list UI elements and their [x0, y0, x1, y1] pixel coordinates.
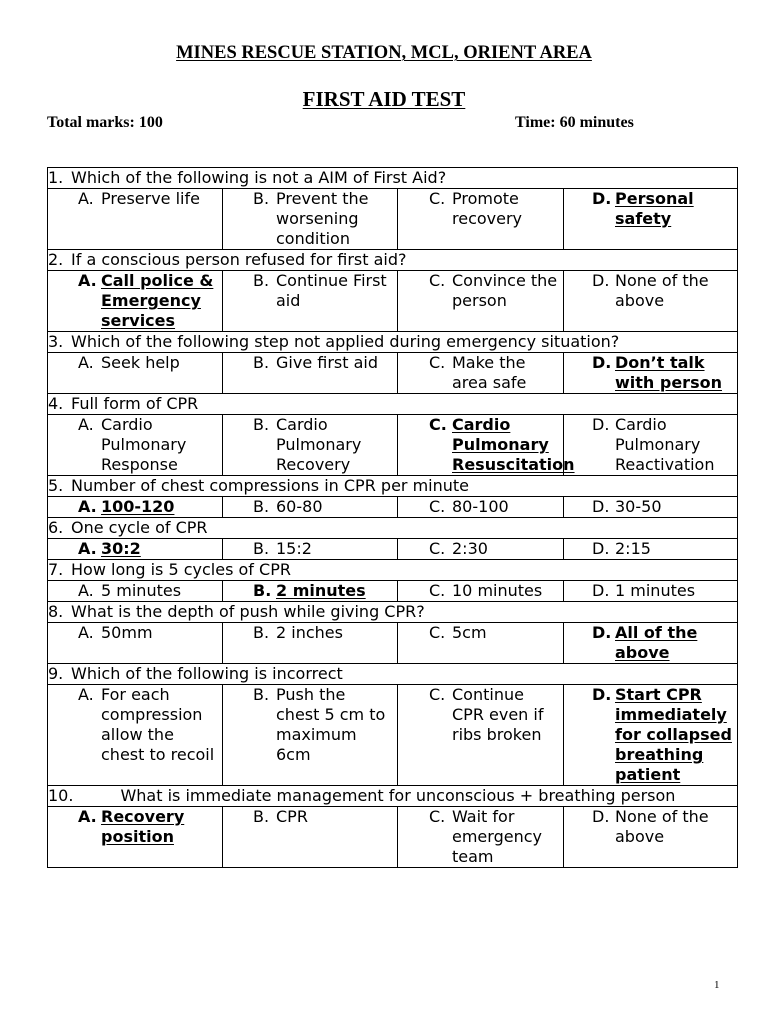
option-text: Call police & Emergency services — [101, 271, 214, 330]
question-number: 6. — [48, 518, 64, 537]
option-text: Convince the person — [452, 271, 558, 310]
question-cell — [48, 332, 738, 353]
correct-answer-option — [564, 189, 737, 229]
option-text: Start CPR immediately for collapsed breathing patient — [615, 685, 732, 784]
option-letter: B. — [253, 807, 270, 826]
question-table — [47, 167, 738, 868]
question-row — [48, 560, 738, 581]
answer-option — [398, 353, 563, 393]
options-row — [48, 539, 738, 560]
answer-option — [48, 581, 222, 601]
option-letter: C. — [429, 685, 446, 704]
option-letter: B. — [253, 189, 270, 208]
option-cell — [48, 539, 223, 560]
test-title: FIRST AID TEST — [302, 87, 466, 111]
answer-option — [564, 497, 737, 517]
option-letter: C. — [429, 415, 447, 434]
option-cell — [398, 685, 564, 786]
options-row — [48, 415, 738, 476]
answer-option — [398, 271, 563, 311]
options-row — [48, 271, 738, 332]
option-cell — [564, 581, 738, 602]
option-cell — [398, 353, 564, 394]
answer-option — [223, 415, 397, 475]
option-cell — [398, 807, 564, 868]
option-text: 60-80 — [276, 497, 323, 516]
question-text: Which of the following step not applied during emergency situation? — [71, 332, 620, 351]
option-cell — [223, 189, 398, 250]
option-text: 1 minutes — [615, 581, 696, 600]
answer-option — [398, 685, 563, 745]
option-letter: A. — [78, 581, 94, 600]
time-limit: Time: 60 minutes — [515, 114, 634, 131]
option-text: Recovery position — [101, 807, 185, 846]
option-letter: D. — [592, 415, 610, 434]
correct-answer-option — [48, 497, 222, 517]
option-text: Cardio Pulmonary Reactivation — [615, 415, 715, 474]
option-cell — [564, 807, 738, 868]
option-letter: A. — [78, 539, 97, 558]
question-cell — [48, 250, 738, 271]
organization-heading: MINES RESCUE STATION, MCL, ORIENT AREA — [176, 43, 592, 63]
option-letter: C. — [429, 807, 446, 826]
option-letter: A. — [78, 415, 94, 434]
question-row — [48, 786, 738, 807]
option-cell — [564, 271, 738, 332]
option-text: 10 minutes — [452, 581, 543, 600]
question-text: One cycle of CPR — [71, 518, 208, 537]
option-text: Promote recovery — [452, 189, 523, 228]
correct-answer-option — [564, 353, 737, 393]
option-letter: B. — [253, 415, 270, 434]
option-cell — [223, 807, 398, 868]
correct-answer-option — [223, 581, 397, 601]
answer-option — [398, 581, 563, 601]
option-cell — [398, 415, 575, 476]
correct-answer-option — [48, 807, 222, 847]
option-cell — [48, 581, 223, 602]
option-text: Wait for emergency team — [452, 807, 542, 866]
answer-option — [564, 415, 737, 475]
option-cell — [48, 415, 223, 476]
question-text: Which of the following is incorrect — [71, 664, 343, 683]
answer-option — [398, 189, 563, 229]
answer-option — [48, 415, 222, 475]
option-text: 5 minutes — [101, 581, 182, 600]
question-cell — [48, 518, 738, 539]
option-cell — [223, 271, 398, 332]
option-cell — [223, 623, 398, 664]
option-letter: C. — [429, 623, 446, 642]
option-letter: B. — [253, 497, 270, 516]
question-cell — [48, 786, 738, 807]
option-text: Cardio Pulmonary Resuscitation — [452, 415, 575, 474]
option-text: Give first aid — [276, 353, 378, 372]
option-letter: D. — [592, 539, 610, 558]
answer-option — [48, 189, 222, 209]
option-cell — [564, 415, 738, 476]
option-letter: D. — [592, 271, 610, 290]
option-text: Push the chest 5 cm to maximum 6cm — [276, 685, 386, 764]
option-letter: D. — [592, 581, 610, 600]
question-number: 5. — [48, 476, 64, 495]
option-text: For each compression allow the chest to recoil — [101, 685, 215, 764]
option-letter: A. — [78, 497, 97, 516]
option-text: Cardio Pulmonary Response — [101, 415, 187, 474]
option-letter: B. — [253, 623, 270, 642]
option-cell — [398, 497, 564, 518]
question-number: 1. — [48, 168, 64, 187]
question-number: 4. — [48, 394, 64, 413]
question-row — [48, 394, 738, 415]
question-row — [48, 664, 738, 685]
option-letter: B. — [253, 685, 270, 704]
option-letter: C. — [429, 271, 446, 290]
option-letter: C. — [429, 497, 446, 516]
question-cell — [48, 602, 738, 623]
option-text: Don’t talk with person — [615, 353, 722, 392]
option-text: 2:15 — [615, 539, 651, 558]
options-row — [48, 685, 738, 786]
option-letter: D. — [592, 353, 612, 372]
option-letter: B. — [253, 271, 270, 290]
option-cell — [223, 353, 398, 394]
option-cell — [223, 581, 398, 602]
question-text: How long is 5 cycles of CPR — [71, 560, 291, 579]
options-row — [48, 581, 738, 602]
option-letter: B. — [253, 353, 270, 372]
option-text: Prevent the worsening condition — [276, 189, 369, 248]
option-cell — [398, 581, 564, 602]
option-letter: B. — [253, 581, 272, 600]
options-row — [48, 497, 738, 518]
option-letter: D. — [592, 685, 612, 704]
answer-option — [48, 685, 222, 765]
question-row — [48, 168, 738, 189]
question-cell — [48, 168, 738, 189]
option-letter: A. — [78, 353, 94, 372]
question-text: What is the depth of push while giving CPR? — [71, 602, 425, 621]
option-cell — [398, 271, 564, 332]
option-text: 100-120 — [101, 497, 175, 516]
option-cell — [48, 685, 223, 786]
answer-option — [398, 497, 563, 517]
answer-option — [564, 807, 737, 847]
question-text: Full form of CPR — [71, 394, 199, 413]
page-number: 1 — [714, 979, 720, 991]
option-text: Preserve life — [101, 189, 200, 208]
option-cell — [564, 623, 738, 664]
question-cell — [48, 560, 738, 581]
option-text: 2 inches — [276, 623, 343, 642]
option-letter: A. — [78, 685, 94, 704]
option-letter: D. — [592, 623, 612, 642]
answer-option — [48, 623, 222, 643]
answer-option — [564, 539, 737, 559]
option-letter: A. — [78, 189, 94, 208]
option-text: 30:2 — [101, 539, 141, 558]
answer-option — [223, 189, 397, 249]
option-letter: D. — [592, 807, 610, 826]
question-number: 9. — [48, 664, 64, 683]
question-row — [48, 602, 738, 623]
option-text: 5cm — [452, 623, 487, 642]
option-letter: D. — [592, 189, 612, 208]
question-text: Number of chest compressions in CPR per minute — [71, 476, 469, 495]
option-cell — [223, 539, 398, 560]
option-letter: A. — [78, 807, 97, 826]
question-number: 3. — [48, 332, 64, 351]
answer-option — [223, 685, 397, 765]
answer-option — [564, 581, 737, 601]
question-number: 2. — [48, 250, 64, 269]
option-cell — [223, 415, 398, 476]
correct-answer-option — [48, 539, 222, 559]
question-number: 8. — [48, 602, 64, 621]
option-letter: D. — [592, 497, 610, 516]
option-cell — [398, 539, 564, 560]
option-cell — [223, 497, 398, 518]
correct-answer-option — [564, 623, 737, 663]
question-cell — [48, 664, 738, 685]
option-cell — [48, 497, 223, 518]
option-cell — [48, 271, 223, 332]
option-text: CPR — [276, 807, 308, 826]
options-row — [48, 353, 738, 394]
option-letter: C. — [429, 353, 446, 372]
option-text: 2:30 — [452, 539, 488, 558]
question-text: If a conscious person refused for first aid? — [71, 250, 407, 269]
option-letter: C. — [429, 539, 446, 558]
option-cell — [48, 353, 223, 394]
answer-option — [398, 623, 563, 643]
answer-option — [223, 271, 397, 311]
option-cell — [223, 685, 398, 786]
question-number: 10. — [48, 786, 74, 805]
question-number: 7. — [48, 560, 64, 579]
option-text: 80-100 — [452, 497, 509, 516]
options-row — [48, 807, 738, 868]
question-row — [48, 332, 738, 353]
option-cell — [564, 685, 738, 786]
option-text: None of the above — [615, 807, 709, 846]
option-text: Make the area safe — [452, 353, 527, 392]
option-cell — [48, 623, 223, 664]
option-letter: C. — [429, 581, 446, 600]
correct-answer-option — [48, 271, 222, 331]
answer-option — [223, 497, 397, 517]
option-text: 15:2 — [276, 539, 312, 558]
answer-option — [564, 271, 737, 311]
option-cell — [398, 623, 564, 664]
options-row — [48, 189, 738, 250]
correct-answer-option — [398, 415, 575, 475]
option-cell — [398, 189, 564, 250]
option-text: Continue CPR even if ribs broken — [452, 685, 544, 744]
option-letter: A. — [78, 271, 97, 290]
question-cell — [48, 394, 738, 415]
correct-answer-option — [564, 685, 737, 785]
question-text: Which of the following is not a AIM of First Aid? — [71, 168, 447, 187]
answer-option — [398, 807, 563, 867]
option-letter: B. — [253, 539, 270, 558]
option-text: Cardio Pulmonary Recovery — [276, 415, 362, 474]
option-text: 30-50 — [615, 497, 662, 516]
option-text: 2 minutes — [276, 581, 366, 600]
answer-option — [48, 353, 222, 373]
answer-option — [223, 807, 397, 827]
option-cell — [564, 497, 738, 518]
option-cell — [564, 353, 738, 394]
option-text: 50mm — [101, 623, 153, 642]
question-text: What is immediate management for unconscious + breathing person — [120, 786, 676, 805]
options-row — [48, 623, 738, 664]
question-row — [48, 518, 738, 539]
option-cell — [48, 807, 223, 868]
option-text: All of the above — [615, 623, 698, 662]
total-marks: Total marks: 100 — [47, 114, 163, 131]
question-row — [48, 250, 738, 271]
answer-option — [398, 539, 563, 559]
option-letter: C. — [429, 189, 446, 208]
option-letter: A. — [78, 623, 94, 642]
question-cell — [48, 476, 738, 497]
option-text: Continue First aid — [276, 271, 387, 310]
option-text: None of the above — [615, 271, 709, 310]
option-cell — [564, 189, 738, 250]
option-cell — [48, 189, 223, 250]
answer-option — [223, 539, 397, 559]
answer-option — [223, 353, 397, 373]
option-cell — [564, 539, 738, 560]
answer-option — [223, 623, 397, 643]
option-text: Seek help — [101, 353, 180, 372]
question-row — [48, 476, 738, 497]
option-text: Personal safety — [615, 189, 694, 228]
